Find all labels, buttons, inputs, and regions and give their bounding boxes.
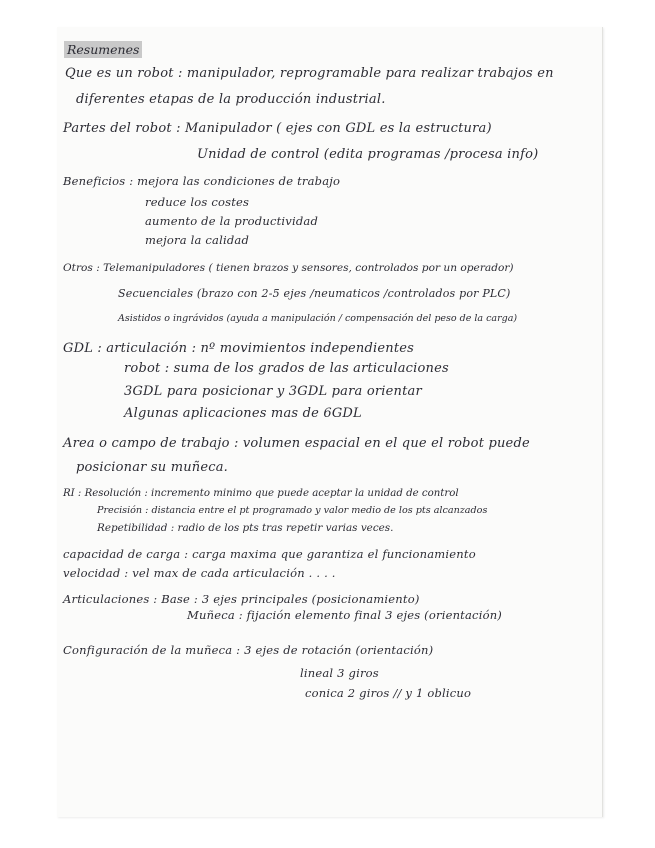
wrist-config-line-2: lineal 3 giros	[300, 666, 379, 680]
load-capacity-line: capacidad de carga : carga maxima que garantiza el funcionamiento	[63, 547, 476, 561]
definition-line-1: Que es un robot : manipulador, reprogramable para realizar trabajos en	[65, 66, 554, 81]
gdl-line-3: 3GDL para posicionar y 3GDL para orientar	[124, 384, 422, 399]
workarea-line-1: Area o campo de trabajo : volumen espacial en el que el robot puede	[63, 436, 530, 451]
page-title: Resumenes	[64, 41, 142, 58]
parts-line-1: Partes del robot : Manipulador ( ejes con GDL es la estructura)	[63, 121, 492, 136]
gdl-line-1: GDL : articulación : nº movimientos independientes	[63, 341, 415, 356]
benefits-line-3: aumento de la productividad	[145, 214, 319, 228]
workarea-line-2: posicionar su muñeca.	[76, 460, 229, 475]
ri-line-2: Precisión : distancia entre el pt programado y valor medio de los pts alcanzados	[97, 505, 488, 516]
definition-line-2: diferentes etapas de la producción industrial.	[76, 92, 386, 107]
benefits-line-1: Beneficios : mejora las condiciones de trabajo	[63, 174, 341, 188]
others-line-3: Asistidos o ingrávidos (ayuda a manipulación / compensación del peso de la carga)	[118, 313, 518, 324]
speed-line: velocidad : vel max de cada articulación . . . .	[63, 566, 336, 580]
ri-line-3: Repetibilidad : radio de los pts tras repetir varias veces.	[97, 522, 394, 534]
benefits-line-4: mejora la calidad	[145, 233, 250, 247]
joints-line-2: Muñeca : fijación elemento final 3 ejes (orientación)	[187, 608, 502, 622]
wrist-config-line-3: conica 2 giros // y 1 oblicuo	[305, 686, 472, 700]
gdl-line-4: Algunas aplicaciones mas de 6GDL	[124, 406, 362, 421]
joints-line-1: Articulaciones : Base : 3 ejes principales (posicionamiento)	[63, 592, 420, 606]
wrist-config-line-1: Configuración de la muñeca : 3 ejes de rotación (orientación)	[63, 643, 434, 657]
gdl-line-2: robot : suma de los grados de las articulaciones	[124, 361, 449, 376]
ri-line-1: RI : Resolución : incremento minimo que puede aceptar la unidad de control	[63, 488, 459, 499]
others-line-2: Secuenciales (brazo con 2-5 ejes /neumaticos /controlados por PLC)	[118, 287, 511, 300]
others-line-1: Otros : Telemanipuladores ( tienen brazos y sensores, controlados por un operador)	[63, 262, 514, 274]
benefits-line-2: reduce los costes	[145, 195, 250, 209]
parts-line-2: Unidad de control (edita programas /procesa info)	[197, 147, 539, 162]
